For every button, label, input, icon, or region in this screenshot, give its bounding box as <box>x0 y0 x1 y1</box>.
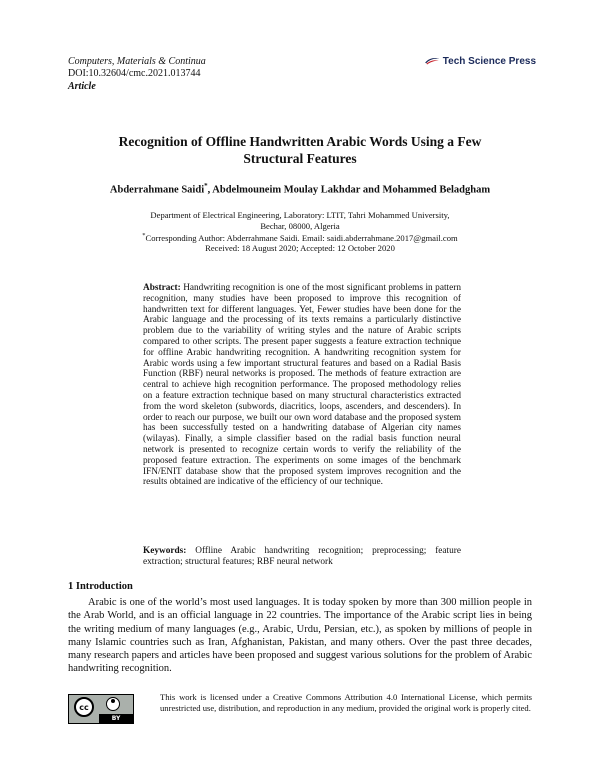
keywords <box>143 546 461 568</box>
paper-title <box>60 133 540 167</box>
corresponding-text: Corresponding Author: Abderrahmane Saidi. Email: saidi.abderrahmane.2017@gmail.com <box>145 232 458 243</box>
article-type: Article <box>68 81 96 92</box>
cc-by-badge[interactable] <box>68 694 134 724</box>
received-dates: Received: 18 August 2020; Accepted: 12 October 2020 <box>205 243 395 254</box>
abstract-text: Handwriting recognition is one of the most significant problems in pattern recognition, many studies have been proposed to improve this recognition of handwritten text for different languages. Yet, Fewer studies have been done for the Arabic language and the processing of its texts remains a particularly distinctive problem due to the variability of writing styles and the nature of Arabic scripts compared to other scripts. The present paper suggests a feature extraction technique for offline Arabic handwriting recognition. A handwriting recognition system for Arabic words using a few important structural features and based on a Radial Basis Function (RBF) neural networks is proposed. The methods of feature extraction are central to achieve high recognition performance. The proposed methodology relies on a feature extraction technique based on many structural characteristics extracted from the word skeleton (subwords, diacritics, loops, ascenders, and descenders). In order to reach our purpose, we built our own word database and the proposed system has been successfully tested on a handwriting database of Algerian city names (wilayas). Finally, a simple classifier based on the radial basis function neural network is presented to recognize certain words to verify the reliability of the proposed feature extraction. The experiments on some images of the benchmark IFN/ENIT database show that the proposed system improves recognition and the results obtained are indicative of the efficiency of our technique. <box>143 283 461 488</box>
corresponding-author <box>100 231 500 243</box>
affiliation-line: Department of Electrical Engineering, Laboratory: LTIT, Tahri Mohammed University, <box>150 210 450 220</box>
abstract-label: Abstract: <box>143 283 181 293</box>
by-label: BY <box>99 714 133 723</box>
license-block <box>68 692 532 732</box>
keywords-label: Keywords: <box>143 546 187 556</box>
section-heading: 1 Introduction <box>68 581 133 592</box>
person-icon <box>106 697 120 711</box>
journal-name: Computers, Materials & Continua <box>68 56 206 67</box>
publisher-logo <box>424 52 536 70</box>
cc-icon: cc <box>74 697 94 717</box>
corresponding-mark: * <box>204 182 208 190</box>
affiliation-line: Bechar, 08000, Algeria <box>260 220 340 231</box>
license-text: This work is licensed under a Creative Commons Attribution 4.0 International License, which permits unrestricted use, distribution, and reproduction in any medium, provided the original work is properly cited. <box>160 692 532 713</box>
author-names: , Abdelmouneim Moulay Lakhdar and Mohammed Beladgham <box>207 184 491 196</box>
author-list <box>60 180 540 197</box>
title-line: Recognition of Offline Handwritten Arabic Words Using a Few <box>118 134 482 149</box>
title-line: Structural Features <box>243 151 357 166</box>
publisher-name: Tech Science Press <box>442 55 536 67</box>
intro-paragraph: Arabic is one of the world’s most used languages. It is today spoken by more than 300 million people in the Arab World, and is an official language in 22 countries. The importance of the Arabic script lies in being the writing medium of many languages (e.g., Arabic, Urdu, Persian, etc.), as spoken by millions of people in many Islamic countries such as Iran, Afghanistan, Pakistan, and many others. Over the past three decades, many research papers and articles have been proposed and suggest various solutions for the problem of Arabic handwriting recognition. <box>68 597 532 675</box>
abstract <box>143 283 461 488</box>
corresponding-mark: * <box>142 232 146 239</box>
doi: DOI:10.32604/cmc.2021.013744 <box>68 68 201 79</box>
keywords-text: Offline Arabic handwriting recognition; preprocessing; feature extraction; structural features; RBF neural network <box>143 546 462 567</box>
publisher-swoosh-icon <box>424 54 440 68</box>
affiliation-block <box>100 210 500 254</box>
author-name: Abderrahmane Saidi <box>109 184 205 196</box>
